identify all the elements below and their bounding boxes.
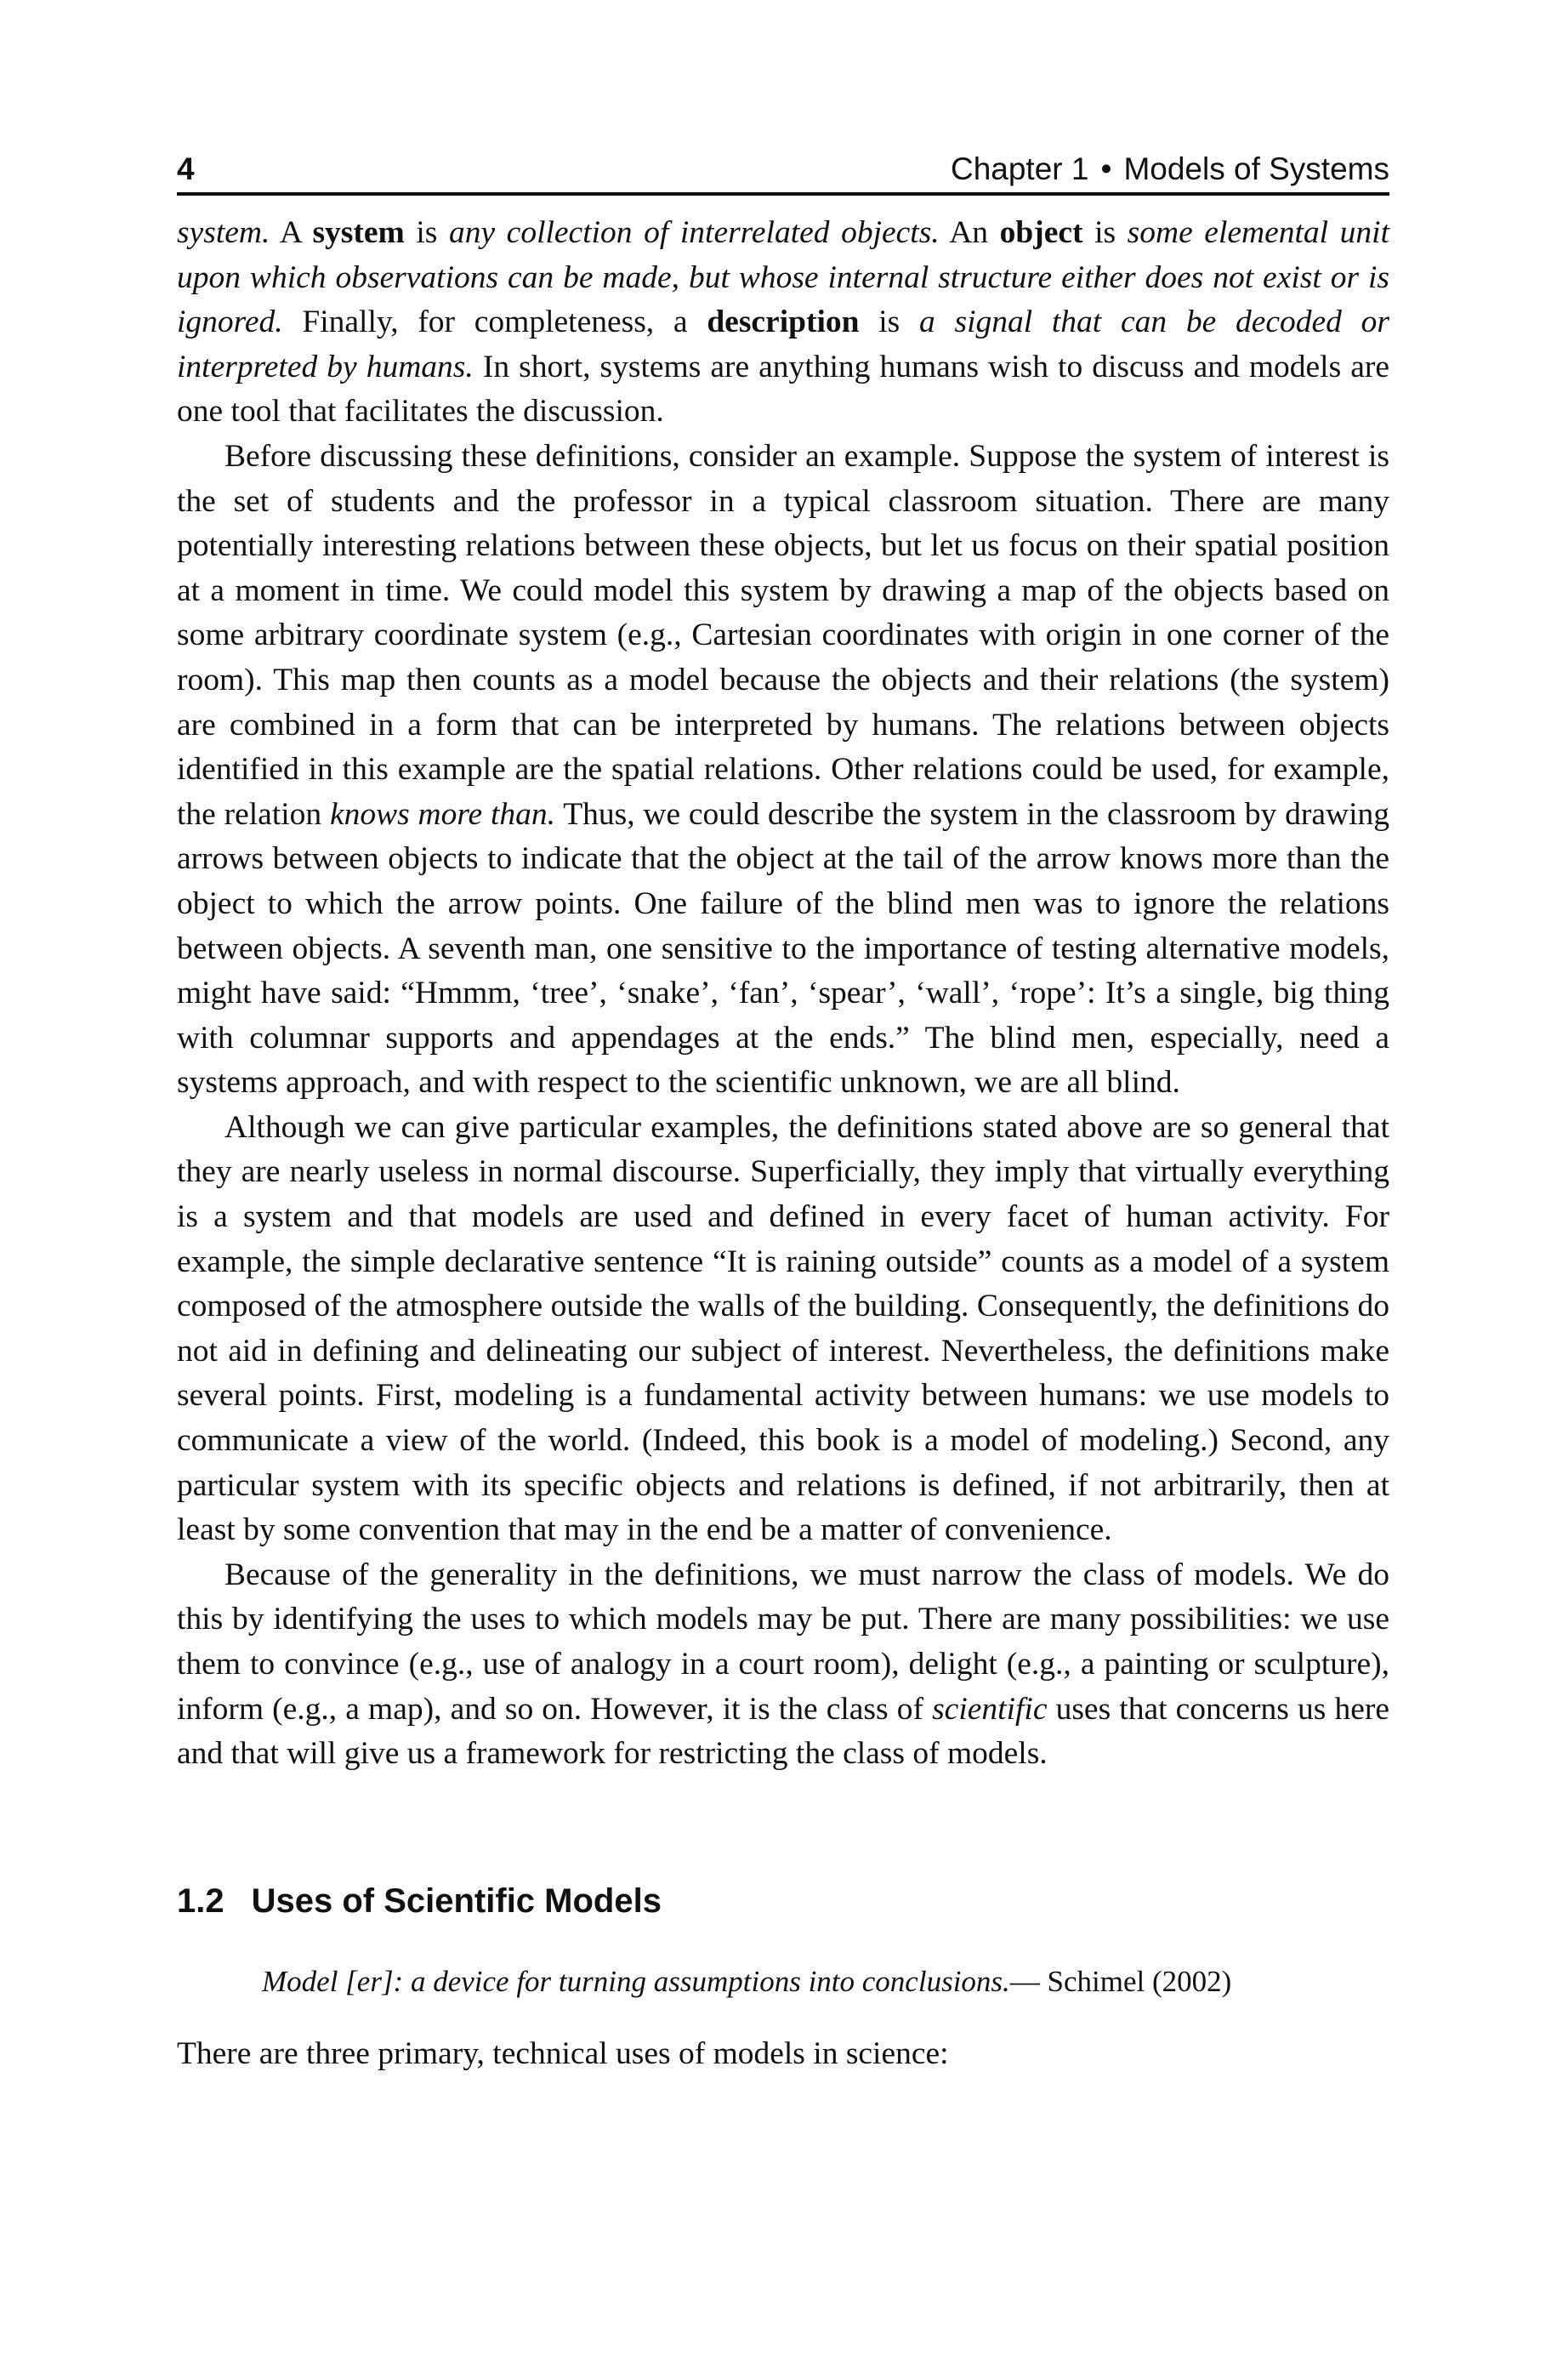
p2-s1: Before discussing these definitions, consider an example. Suppose the system of interest is the set of students and the professor in a typical classroom situation. There are many potentially interesting relations between these objects, but let us focus on their spatial position at a moment in time. We could model this system by drawing a map of the objects based on some arbitrary coordinate system (e.g., Cartesian coordinates with origin in one corner of the room). This map then counts as a model because the objects and their relations (the system) are combined in a form that can be interpreted by humans. The relations between objects identified in this example are the spatial relations. Other relations could be used, for example, the relation	[177, 438, 1389, 832]
running-header	[177, 150, 1389, 196]
section-title: Uses of Scientific Models	[251, 1881, 662, 1920]
p1-s1: system.	[177, 215, 270, 250]
p2-relation-knows-more-than: knows more than.	[329, 796, 556, 832]
p1-s14: In short, systems are anything humans wish to discuss and models are one tool that facilitates the discussion.	[177, 349, 1389, 430]
body-text	[177, 211, 1389, 1777]
lead-sentence: There are three primary, technical uses of models in science:	[177, 2035, 949, 2071]
p1-s2: A	[270, 215, 313, 250]
term-system: system	[312, 215, 405, 250]
chapter-number: Chapter 1	[950, 151, 1089, 186]
epigraph-quote: Model [er]: a device for turning assumptions into conclusions.	[262, 1964, 1010, 1998]
paragraph-4	[177, 1553, 1389, 1777]
chapter-label	[951, 150, 1389, 189]
chapter-title: Models of Systems	[1123, 151, 1389, 186]
p4-s3: uses that concerns us here and that will give us a framework for restricting the class of models.	[177, 1691, 1389, 1772]
p2-s3: Thus, we could describe the system in the classroom by drawing arrows between objects to indicate that the object at the tail of the arrow knows more than the object to which the arrow points. One failure of the blind men was to ignore the relations between objects. A seventh man, one sensitive to the importance of testing alternative models, might have said: “Hmmm, ‘tree’, ‘snake’, ‘fan’, ‘spear’, ‘wall’, ‘rope’: It’s a single, big thing with columnar supports and appendages at the ends.” The blind men, especially, need a systems approach, and with respect to the scientific unknown, we are all blind.	[177, 796, 1389, 1101]
p1-s12: is	[859, 305, 919, 340]
paragraph-3: Although we can give particular examples, the definitions stated above are so general that they are nearly useless in normal discourse. Superficially, they imply that virtually everything is a system and that models are used and defined in every facet of human activity. For example, the simple declarative sentence “It is raining outside” counts as a model of a system composed of the atmosphere outside the walls of the building. Consequently, the definitions do not aid in defining and delineating our subject of interest. Nevertheless, the definitions make several points. First, modeling is a fundamental activity between humans: we use models to communicate a view of the world. (Indeed, this book is a model of modeling.) Second, any particular system with its specific objects and relations is defined, if not arbitrarily, then at least by some convention that may in the end be a matter of convenience.	[177, 1109, 1389, 1548]
p1-s10: Finally, for completeness, a	[282, 305, 707, 340]
epigraph-attribution: — Schimel (2002)	[1009, 1964, 1232, 1998]
p1-s4: is	[404, 215, 449, 250]
definition-system: any collection of interrelated objects.	[448, 215, 940, 250]
book-page	[177, 150, 1389, 2076]
p4-scientific: scientific	[932, 1691, 1048, 1727]
section-heading	[177, 1879, 1389, 1923]
p1-s8: is	[1082, 215, 1128, 250]
paragraph-2	[177, 435, 1389, 1106]
term-description: description	[707, 305, 860, 340]
term-object: object	[999, 215, 1083, 250]
definition-object: some elemental unit upon which observations can be made, but whose internal structure either does not exist or is ignored.	[177, 215, 1389, 340]
p1-s6: An	[939, 215, 1000, 250]
definition-description: a signal that can be decoded or interpreted by humans.	[177, 305, 1390, 384]
paragraph-1	[177, 211, 1389, 435]
bullet-separator: •	[1100, 151, 1112, 186]
section-number: 1.2	[177, 1881, 224, 1920]
p4-s1: Because of the generality in the definitions, we must narrow the class of models. We do this by identifying the uses to which models may be put. There are many possibilities: we use them to convince (e.g., use of analogy in a court room), delight (e.g., a painting or sculpture), inform (e.g., a map), and so on. However, it is the class of	[177, 1557, 1389, 1727]
page-number: 4	[177, 151, 195, 186]
epigraph	[177, 1961, 1389, 2003]
